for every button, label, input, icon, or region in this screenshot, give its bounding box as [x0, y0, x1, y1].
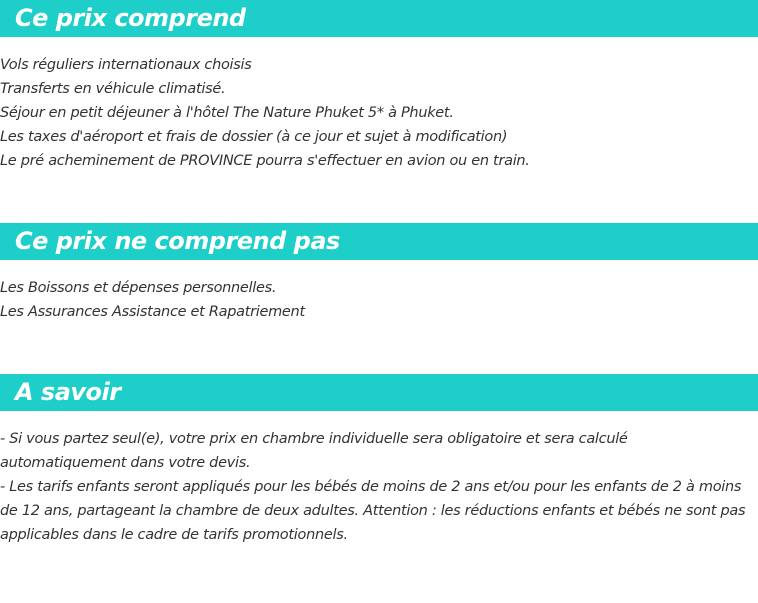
section-title-good-to-know: A savoir [15, 378, 121, 406]
not-included-list [0, 276, 756, 324]
list-item: Séjour en petit déjeuner à l'hôtel The Nature Phuket 5* à Phuket. [0, 105, 454, 121]
list-item: Les taxes d'aéroport et frais de dossier (à ce jour et sujet à modification) [0, 129, 508, 145]
list-item: Le pré acheminement de PROVINCE pourra s'effectuer en avion ou en train. [0, 153, 530, 169]
list-item: Les Boissons et dépenses personnelles. [0, 280, 277, 296]
section-header-not-included [0, 223, 758, 260]
good-to-know-text [0, 427, 756, 547]
list-item: Vols réguliers internationaux choisis [0, 57, 252, 73]
section-title-not-included: Ce prix ne comprend pas [15, 227, 340, 255]
section-header-included [0, 0, 758, 37]
info-paragraph: - Les tarifs enfants seront appliqués pour les bébés de moins de 2 ans et/ou pour les enfants de 2 à moins de 12 ans, partageant la chambre de deux adultes. Attention : les réductions enfants et bébés ne sont pas applicables dans le cadre de tarifs promotionnels. [0, 479, 746, 543]
list-item: Transferts en véhicule climatisé. [0, 81, 226, 97]
info-paragraph: - Si vous partez seul(e), votre prix en chambre individuelle sera obligatoire et sera calculé automatiquement dans votre devis. [0, 431, 628, 471]
section-title-included: Ce prix comprend [15, 4, 246, 32]
section-header-good-to-know [0, 374, 758, 411]
included-list [0, 53, 756, 173]
list-item: Les Assurances Assistance et Rapatriement [0, 304, 305, 320]
